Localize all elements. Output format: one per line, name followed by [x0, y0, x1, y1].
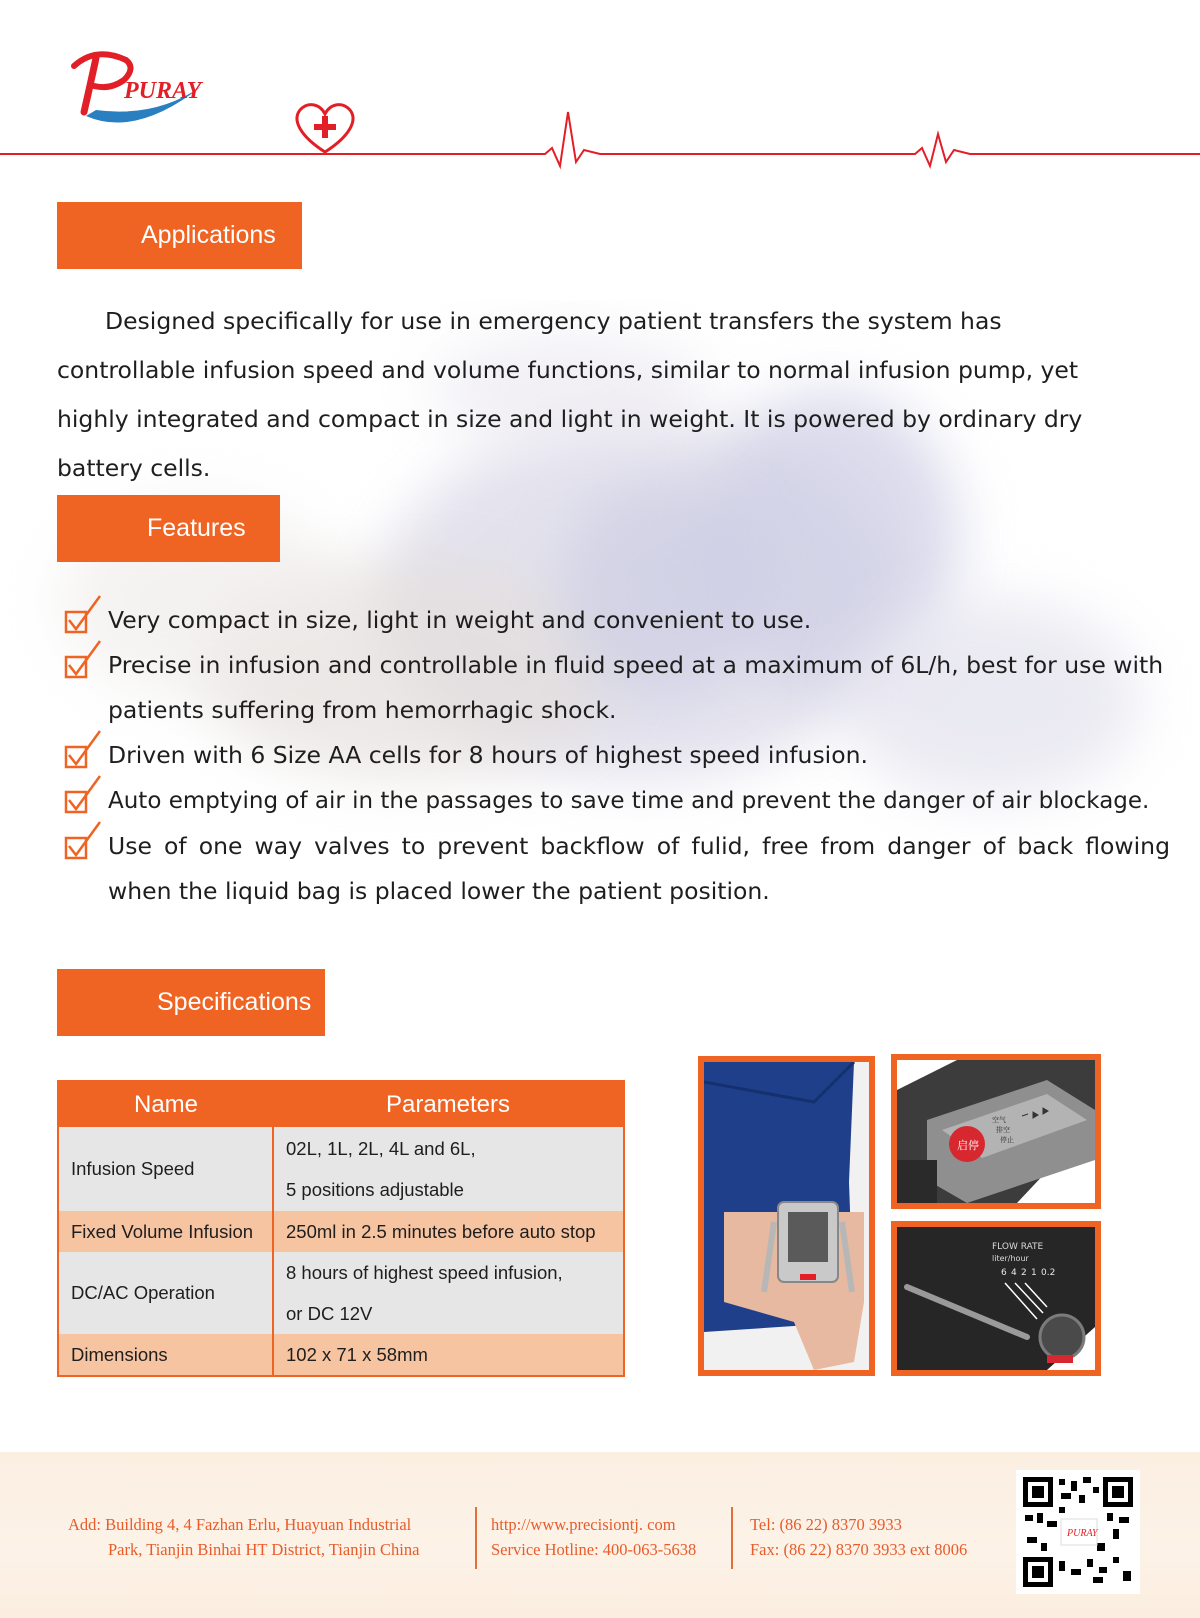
feature-item [60, 824, 1170, 914]
device-button-label: 启停 [957, 1139, 979, 1152]
checkbox-check-icon [64, 637, 104, 683]
flow-unit-label: liter/hour [992, 1254, 1029, 1263]
feature-item [60, 733, 1170, 778]
address-line: Park, Tianjin Binhai HT District, Tianjin China [108, 1540, 420, 1559]
flow-tick-label: 6 [1001, 1268, 1007, 1278]
column-header-parameters: Parameters [273, 1081, 624, 1127]
applications-heading-text: Applications [141, 221, 276, 249]
applications-body-text: Designed specifically for use in emergency patient transfers the system has controllable infusion speed and volume functions, similar to normal infusion pump, yet highly integrated and compact in size and light in weight. It is powered by ordinary dry battery cells. [57, 307, 1083, 482]
table-row [58, 1127, 624, 1211]
specifications-heading-text: Specifications [157, 988, 312, 1016]
website-link[interactable]: http://www.precisiontj. com [491, 1515, 676, 1534]
logo-text: PURAY [124, 78, 202, 104]
spec-name: Fixed Volume Infusion [58, 1211, 273, 1252]
spec-value [273, 1127, 624, 1211]
spec-value-line: 8 hours of highest speed infusion, [286, 1262, 563, 1283]
spec-value-line: or DC 12V [286, 1303, 373, 1324]
flow-rate-label: FLOW RATE [992, 1242, 1044, 1252]
footer-divider [475, 1507, 477, 1569]
feature-text: Very compact in size, light in weight and convenient to use. [108, 606, 812, 634]
device-panel-label: 空气 [992, 1116, 1006, 1124]
device-panel-label: 停止 [1000, 1136, 1014, 1144]
feature-text: Use of one way valves to prevent backflow of fulid, free from danger of back flowing when the liquid bag is placed lower the patient position. [108, 832, 1170, 905]
specifications-table [57, 1080, 625, 1377]
address-line: Add: Building 4, 4 Fazhan Erlu, Huayuan Industrial [68, 1515, 412, 1534]
table-row [58, 1211, 624, 1252]
qr-logo-text: PURAY [1067, 1528, 1098, 1539]
table-row [58, 1252, 624, 1334]
specifications-heading [57, 969, 325, 1036]
spec-value-line: 02L, 1L, 2L, 4L and 6L, [286, 1138, 476, 1159]
features-list [60, 598, 1170, 914]
ecg-line-decoration [0, 100, 1200, 170]
checkbox-check-icon [64, 818, 104, 864]
product-photo-flow-dial [891, 1221, 1101, 1376]
flow-tick-label: 4 [1011, 1268, 1017, 1278]
spec-value-line: 5 positions adjustable [286, 1179, 464, 1200]
features-heading-text: Features [147, 514, 246, 542]
checkbox-check-icon [64, 592, 104, 638]
hotline-text: Service Hotline: 400-063-5638 [491, 1540, 697, 1559]
feature-item [60, 598, 1170, 643]
heart-cross-icon [297, 105, 353, 152]
applications-heading [57, 202, 302, 269]
footer-contact [750, 1512, 967, 1562]
spec-value: 250ml in 2.5 minutes before auto stop [273, 1211, 624, 1252]
flow-tick-label: 2 [1021, 1268, 1027, 1278]
spec-name: DC/AC Operation [58, 1252, 273, 1334]
footer [0, 1452, 1200, 1618]
applications-paragraph [57, 297, 1137, 493]
feature-item [60, 778, 1200, 824]
table-row [58, 1334, 624, 1376]
tel-text: Tel: (86 22) 8370 3933 [750, 1515, 902, 1534]
feature-text: Precise in infusion and controllable in fluid speed at a maximum of 6L/h, best for use with patients suffering from hemorrhagic shock. [108, 651, 1164, 724]
flow-tick-label: 1 [1031, 1268, 1037, 1278]
feature-item [60, 643, 1170, 733]
feature-text: Auto emptying of air in the passages to save time and prevent the danger of air blockage. [108, 788, 1150, 814]
device-panel-label: 排空 [996, 1126, 1010, 1134]
column-header-name: Name [58, 1081, 273, 1127]
feature-text: Driven with 6 Size AA cells for 8 hours of highest speed infusion. [108, 741, 868, 769]
spec-name: Infusion Speed [58, 1127, 273, 1211]
flow-tick-label: 0.2 [1041, 1268, 1056, 1278]
spec-name: Dimensions [58, 1334, 273, 1376]
checkbox-check-icon [64, 772, 104, 818]
footer-divider [731, 1507, 733, 1569]
product-photo-wrist [698, 1056, 875, 1376]
footer-web [491, 1512, 696, 1562]
features-heading [57, 495, 280, 562]
fax-text: Fax: (86 22) 8370 3933 ext 8006 [750, 1540, 968, 1559]
spec-value: 102 x 71 x 58mm [273, 1334, 624, 1376]
spec-value [273, 1252, 624, 1334]
checkbox-check-icon [64, 727, 104, 773]
qr-code-icon [1016, 1470, 1140, 1594]
footer-address [68, 1512, 419, 1562]
product-photo-panel [891, 1054, 1101, 1209]
